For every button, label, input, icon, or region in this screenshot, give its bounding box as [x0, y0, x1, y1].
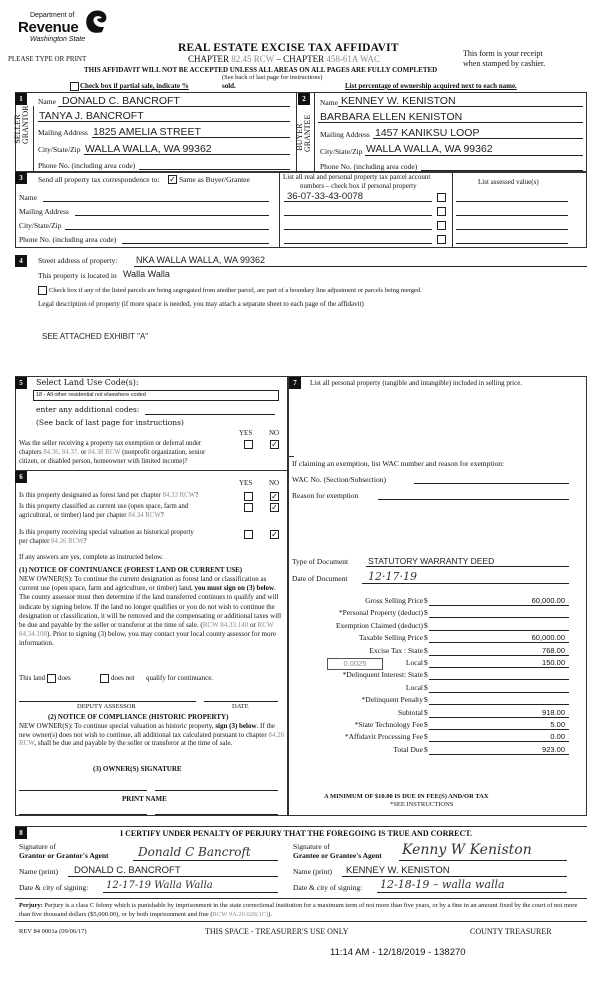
- currency-sign: $: [424, 670, 428, 680]
- parcels-header-1: List all real and personal property tax parcel account: [283, 173, 431, 181]
- continuance-text: [19, 575, 283, 649]
- rcw-link[interactable]: 84.26 RCW: [51, 538, 84, 545]
- historic-question-2: [19, 538, 87, 545]
- doc-date-field[interactable]: [362, 583, 569, 584]
- personal-property-label: List all personal property (tangible and intangible) included in selling price.: [310, 379, 523, 387]
- local-rate: 0.0025: [343, 659, 367, 668]
- continuance-title: (1) NOTICE OF CONTINUANCE (FOREST LAND OR CURRENT USE): [19, 566, 243, 574]
- currency-sign: $: [424, 620, 428, 630]
- perjury-note: [19, 902, 587, 919]
- divider: [279, 172, 280, 248]
- assessed-field[interactable]: [456, 229, 568, 230]
- segregated-label: Check box if any of the listed parcels are being segregated from another parcel, are part of a boundary line adjustment or parcels being merged.: [49, 287, 422, 294]
- text: ?: [160, 512, 164, 519]
- tax-row-label: *Delinquent Penalty: [361, 695, 423, 705]
- text: NEW OWNER(S): To continue special valuation as historic property,: [19, 722, 214, 730]
- buyer-mailing-value: 1457 KANIKSU LOOP: [375, 127, 480, 139]
- historic-no-checkbox[interactable]: ✓: [271, 530, 278, 539]
- does-not-label: does not: [111, 674, 135, 682]
- segregated-checkbox[interactable]: [38, 286, 47, 295]
- personal-property-checkbox[interactable]: [437, 235, 446, 244]
- tax-row-label: *State Technology Fee: [354, 720, 423, 729]
- tax-row-label: Total Due: [393, 744, 423, 754]
- partial-sale-sold: sold.: [222, 82, 236, 90]
- corr-city-label: City/State/Zip: [19, 221, 62, 230]
- tax-row-field[interactable]: [429, 658, 569, 668]
- buyer-phone-field[interactable]: [421, 170, 583, 171]
- doc-type-value: STATUTORY WARRANTY DEED: [368, 556, 495, 566]
- section-8-badge: 8: [15, 827, 27, 839]
- grantee-name-label: Name (print): [293, 867, 332, 876]
- partial-sale-checkbox[interactable]: [70, 82, 79, 91]
- seller-city-value: WALLA WALLA, WA 99362: [85, 143, 212, 155]
- tax-row-field[interactable]: [429, 670, 569, 680]
- tax-row-label: Local: [405, 658, 423, 667]
- logo-revenue: Revenue: [18, 19, 79, 36]
- rcw-link[interactable]: 84.34 RCW: [128, 512, 161, 519]
- historic-question-1: Is this property receiving special valuation as historical property: [19, 529, 194, 536]
- currency-sign: $: [424, 744, 428, 754]
- dor-logo: [16, 6, 116, 46]
- qualify-label: qualify for continuance.: [146, 674, 214, 682]
- reason-field[interactable]: [378, 499, 569, 500]
- warning-text: THIS AFFIDAVIT WILL NOT BE ACCEPTED UNLESS ALL AREAS ON ALL PAGES ARE FULLY COMPLETED: [84, 66, 438, 74]
- grantor-label: GRANTOR: [21, 105, 30, 144]
- rcw-link[interactable]: RCW 9A.20.020(1C): [212, 910, 269, 918]
- rcw-link[interactable]: 84.26 RCW: [19, 730, 285, 747]
- tax-row-field[interactable]: [429, 646, 569, 656]
- text: . If the new owner(s) does not wish to continue, all additional tax calculated pursuant to chapter: [19, 722, 276, 739]
- tax-row-label: Taxable Selling Price: [358, 633, 423, 643]
- print-name-label: PRINT NAME: [122, 795, 167, 803]
- logo-state: Washington State: [30, 36, 86, 43]
- tax-row-label: Subtotal: [397, 707, 423, 717]
- chapter-line: [188, 54, 380, 64]
- please-type: PLEASE TYPE OR PRINT: [8, 55, 87, 63]
- parcel-field[interactable]: [284, 243, 432, 244]
- dor-swirl-logo-icon: [82, 8, 110, 34]
- tax-row-label: Gross Selling Price: [365, 596, 423, 605]
- forest-land-question: [19, 492, 198, 499]
- compliance-title: (2) NOTICE OF COMPLIANCE (HISTORIC PROPERTY): [48, 713, 229, 721]
- text: or: [248, 621, 258, 630]
- corr-phone-field[interactable]: [122, 243, 269, 244]
- grantee-name-value: KENNEY W. KENISTON: [346, 865, 450, 876]
- print-name-field-1[interactable]: [19, 814, 147, 815]
- tax-row-label: *Personal Property (deduct): [338, 608, 423, 618]
- tax-row-field[interactable]: [429, 745, 569, 755]
- seller-label: SELLER: [13, 114, 22, 144]
- currency-sign: $: [424, 720, 428, 729]
- tax-row-field[interactable]: [429, 732, 569, 742]
- grantee-sig-label-1: Signature of: [293, 842, 330, 851]
- tax-row-field[interactable]: [429, 683, 569, 693]
- rcw-link[interactable]: RCW 84.33.140: [202, 621, 249, 630]
- forest-no-checkbox[interactable]: ✓: [271, 492, 278, 501]
- tax-row-value: 923.00: [542, 744, 565, 754]
- compliance-text: [19, 722, 285, 748]
- buyer-city-value: WALLA WALLA, WA 99362: [366, 143, 493, 155]
- assessed-field[interactable]: [456, 201, 568, 202]
- doc-type-field[interactable]: [366, 566, 569, 567]
- partial-sale-label: Check box if partial sale, indicate %: [80, 82, 189, 90]
- grantee-date-value: 12-18-19 – walla walla: [380, 878, 505, 891]
- divider: [288, 456, 294, 457]
- seller-city-label: City/State/Zip: [38, 145, 81, 154]
- tax-row-field[interactable]: [429, 621, 569, 631]
- rcw-link[interactable]: 84.38 RCW: [88, 449, 121, 456]
- does-not-checkbox[interactable]: [100, 674, 109, 683]
- currency-sign: $: [424, 707, 428, 717]
- additional-codes-label: enter any additional codes:: [36, 405, 140, 414]
- corr-mailing-field[interactable]: [75, 215, 269, 216]
- land-use-selected: 18 - All other residential not elsewhere coded: [36, 392, 146, 398]
- tax-row-field[interactable]: [429, 596, 569, 606]
- text: ?: [83, 538, 87, 545]
- grantee-date-label: Date & city of signing:: [293, 883, 363, 892]
- divider: [15, 826, 587, 827]
- grantee-signature-field[interactable]: [399, 860, 567, 861]
- grantor-name-value: DONALD C. BANCROFT: [74, 865, 181, 876]
- does-checkbox[interactable]: [47, 674, 56, 683]
- parcels-header-2: numbers – check box if personal property: [300, 182, 417, 190]
- located-label: This property is located in: [38, 271, 117, 280]
- legal-label: Legal description of property (if more space is needed, you may attach a separate sheet to each page of the affidavit): [38, 300, 364, 308]
- tax-row-label: *Delinquent Interest: State: [342, 670, 423, 680]
- rcw-link[interactable]: 84.33 RCW: [162, 492, 196, 499]
- exemption-no-checkbox[interactable]: ✓: [271, 440, 278, 449]
- currency-sign: $: [424, 658, 428, 667]
- currency-sign: $: [424, 608, 428, 618]
- buyer-phone-label: Phone No. (including area code): [320, 162, 418, 171]
- does-label: does: [58, 674, 71, 682]
- tax-row-value: 150.00: [542, 658, 565, 667]
- buyer-name-value: KENNEY W. KENISTON: [341, 95, 456, 107]
- text: Is this property designated as forest land per chapter: [19, 492, 163, 499]
- grantor-signature: Donald C Bancroft: [138, 845, 251, 859]
- exemption-q-line1: Was the seller receiving a property tax exemption or deferral under: [19, 440, 202, 447]
- tax-row-value: 5.00: [550, 720, 565, 729]
- owner-signature-field-1[interactable]: [19, 790, 147, 791]
- wac-link[interactable]: 458-61A WAC: [326, 54, 380, 64]
- grantor-date-value: 12-17-19 Walla Walla: [106, 880, 213, 891]
- text: (nonprofit organization, senior: [120, 449, 206, 456]
- this-land-label: This land: [19, 674, 46, 682]
- seller-phone-field[interactable]: [139, 169, 290, 170]
- currency-sign: $: [424, 732, 428, 742]
- tax-row-value: 918.00: [542, 707, 565, 717]
- tax-row-label: Excise Tax : State: [369, 645, 423, 655]
- currency-sign: $: [424, 682, 428, 692]
- minimum-note: A MINIMUM OF $10.00 IS DUE IN FEE(S) AND/OR TAX: [324, 793, 489, 800]
- see-instructions: *SEE INSTRUCTIONS: [390, 801, 454, 808]
- grantee-signature: Kenny W Keniston: [402, 842, 532, 858]
- buyer-label: BUYER: [295, 123, 304, 151]
- divider: [314, 93, 315, 172]
- text: NEW OWNER(S): To continue the current designation as forest land or classification as current use (open space, farm and agriculture, or timber) land,: [19, 575, 267, 593]
- corr-name-field[interactable]: [43, 201, 269, 202]
- receipt-note-1: This form is your receipt: [463, 49, 543, 58]
- grantee-name-field[interactable]: [342, 876, 567, 877]
- personal-property-checkbox[interactable]: [437, 221, 446, 230]
- tax-row-label: *Affidavit Processing Fee: [344, 732, 423, 742]
- seller-mailing-label: Mailing Address: [38, 128, 88, 137]
- personal-property-checkbox[interactable]: [437, 207, 446, 216]
- buyer-mailing-label: Mailing Address: [320, 130, 370, 139]
- assessed-header: List assessed value(s): [478, 178, 539, 186]
- text: Perjury is a class C felony which is punishable by imprisonment in the state correctional institution for a maximum term of not more than five years, or by a fine in an amount fixed by the court of not more than five thousand dollars ($5,000.00), or by both imprisonment and fine (: [19, 902, 578, 918]
- tax-row-field[interactable]: [429, 708, 569, 718]
- yes-header: YES: [239, 429, 253, 437]
- grantor-sig-label-2: Grantor or Grantor's Agent: [19, 851, 109, 860]
- receipt-note-2: when stamped by cashier.: [463, 59, 546, 68]
- rcw-link[interactable]: 84.36, 84.37,: [43, 449, 80, 456]
- buyer-city-label: City/State/Zip: [320, 147, 363, 156]
- tax-row-value: 0.00: [550, 732, 565, 742]
- tax-row-value: 768.00: [542, 645, 565, 655]
- grantor-signature-field[interactable]: [133, 860, 278, 861]
- deputy-assessor-label: DEPUTY ASSESSOR: [77, 703, 136, 710]
- seller-phone-label: Phone No. (including area code): [38, 161, 136, 170]
- grantor-date-field[interactable]: [103, 892, 278, 893]
- section-1-badge: 1: [15, 93, 27, 105]
- tax-row-value: 60,000.00: [531, 596, 565, 605]
- grantee-sig-label-2: Grantee or Grantee's Agent: [293, 851, 382, 860]
- section-4-badge: 4: [15, 255, 27, 267]
- divider: [15, 470, 288, 471]
- land-use-label: Select Land Use Code(s):: [36, 378, 139, 387]
- section-6-badge: 6: [15, 471, 27, 483]
- rcw-link[interactable]: RCW 84.34.108: [19, 621, 274, 639]
- exemption-q-line2: [19, 449, 205, 456]
- grantor-date-label: Date & city of signing:: [19, 883, 89, 892]
- currency-sign: $: [424, 695, 428, 705]
- text: or: [79, 449, 89, 456]
- seller-mailing-value: 1825 AMELIA STREET: [93, 126, 201, 138]
- text: ).: [268, 910, 273, 918]
- tax-row-field[interactable]: [429, 608, 569, 618]
- parcel-number: 36-07-33-43-0078: [287, 191, 364, 202]
- land-use-see-back: (See back of last page for instructions): [36, 418, 184, 427]
- see-back-note: (See back of last page for instructions): [222, 74, 323, 81]
- seller-side-label: [13, 105, 32, 144]
- perjury-label: Perjury:: [19, 902, 43, 909]
- recording-stamp: 11:14 AM - 12/18/2019 - 138270: [330, 947, 466, 958]
- section-3-badge: 3: [15, 172, 27, 184]
- deputy-assessor-field[interactable]: [19, 701, 196, 702]
- buyer-name2-value: BARBARA ELLEN KENISTON: [320, 111, 463, 123]
- no-header: NO: [269, 479, 280, 487]
- exemption-claim-label: If claiming an exemption, list WAC number and reason for exemption:: [292, 459, 505, 468]
- text: per chapter: [19, 538, 52, 545]
- currency-sign: $: [424, 633, 428, 643]
- seller-name2-value: TANYA J. BANCROFT: [39, 110, 144, 122]
- form-number: REV 84 0001a (09/06/17): [19, 928, 87, 935]
- same-as-buyer-checkbox[interactable]: ✓: [169, 175, 176, 184]
- current-use-no-checkbox[interactable]: ✓: [271, 503, 278, 512]
- section-2-badge: 2: [298, 93, 310, 105]
- doc-date-label: Date of Document: [292, 574, 348, 583]
- grantor-sig-label-1: Signature of: [19, 842, 56, 851]
- street-value: NKA WALLA WALLA, WA 99362: [136, 255, 266, 265]
- current-use-question-2: [19, 512, 164, 519]
- logo-dept: Department of: [30, 12, 75, 19]
- forest-yes-checkbox[interactable]: [244, 492, 253, 501]
- seller-name-value: DONALD C. BANCROFT: [62, 95, 180, 107]
- corr-city-field[interactable]: [65, 229, 269, 230]
- personal-property-checkbox[interactable]: [437, 193, 446, 202]
- assessor-date-field[interactable]: [204, 701, 278, 702]
- assessor-date-label: DATE: [232, 703, 249, 710]
- reason-label: Reason for exemption: [292, 491, 359, 500]
- text: ). Prior to signing (3) below, you may contact your local county assessor for more information.: [19, 630, 276, 648]
- historic-yes-checkbox[interactable]: [244, 530, 253, 539]
- bold-text: sign (3) below: [215, 722, 257, 730]
- currency-sign: $: [424, 596, 428, 605]
- tax-row-field[interactable]: [429, 695, 569, 705]
- chapter-mid: – CHAPTER: [274, 54, 327, 64]
- street-field[interactable]: [134, 266, 587, 267]
- no-header: NO: [269, 429, 280, 437]
- buyer-name-label: Name: [320, 98, 338, 107]
- buyer-side-label: [295, 114, 314, 152]
- treasurer-space: THIS SPACE - TREASURER'S USE ONLY: [205, 927, 349, 936]
- if-yes-note: If any answers are yes, complete as instructed below.: [19, 554, 164, 561]
- grantee-label: GRANTEE: [303, 114, 312, 152]
- doc-date-value: 12·17·19: [368, 570, 417, 583]
- county-treasurer: COUNTY TREASURER: [470, 927, 552, 936]
- seller-name-label: Name: [38, 97, 56, 106]
- legal-value: SEE ATTACHED EXHIBIT "A": [42, 332, 149, 341]
- section-7-badge: 7: [289, 377, 301, 389]
- correspondence-label: Send all property tax correspondence to:: [38, 175, 160, 184]
- parcel-field[interactable]: [284, 215, 432, 216]
- exemption-yes-checkbox[interactable]: [244, 440, 253, 449]
- form-title: REAL ESTATE EXCISE TAX AFFIDAVIT: [178, 42, 399, 54]
- divider: [33, 106, 34, 172]
- text: agricultural, or timber) land per chapter: [19, 512, 129, 519]
- local-rate-box[interactable]: [327, 658, 383, 670]
- grantee-date-field[interactable]: [377, 892, 567, 893]
- yes-header: YES: [239, 479, 253, 487]
- doc-type-label: Type of Document: [292, 557, 349, 566]
- assessed-field[interactable]: [456, 243, 568, 244]
- located-value: Walla Walla: [123, 269, 170, 279]
- corr-name-label: Name: [19, 193, 37, 202]
- ownership-note: List percentage of ownership acquired next to each name.: [345, 82, 517, 90]
- parcel-field[interactable]: [284, 229, 432, 230]
- corr-mailing-label: Mailing Address: [19, 207, 69, 216]
- same-as-buyer-label: Same as Buyer/Grantee: [179, 175, 250, 184]
- tax-row-label: Exemption Claimed (deduct): [335, 620, 423, 630]
- text: . The county assessor must then determine if the land transferred continues to qualify and will indicate by signing below. If the land no longer qualifies or you do not wish to continue the designation or classification, it will be removed and the compensating or additional taxes will be due and payable by the seller or transferor at the time of sale. (: [19, 584, 282, 630]
- tax-row-field[interactable]: [429, 720, 569, 730]
- tax-row-label: Local: [405, 682, 423, 692]
- current-use-question-1: Is this property classified as current use (open space, farm and: [19, 503, 189, 510]
- text: chapters: [19, 449, 44, 456]
- divider: [452, 172, 453, 248]
- currency-sign: $: [424, 645, 428, 655]
- assessed-field[interactable]: [456, 215, 568, 216]
- certify-statement: I CERTIFY UNDER PENALTY OF PERJURY THAT THE FOREGOING IS TRUE AND CORRECT.: [120, 829, 473, 838]
- bold-text: you must sign on (3) below: [194, 584, 275, 593]
- section-5-badge: 5: [15, 377, 27, 389]
- divider: [15, 898, 587, 899]
- additional-codes-field[interactable]: [145, 414, 275, 415]
- exemption-q-line3: citizen, or disabled person, homeowner with limited income)?: [19, 458, 188, 465]
- wac-label: WAC No. (Section/Subsection): [292, 475, 386, 484]
- rcw-link[interactable]: 82.45 RCW: [231, 54, 275, 64]
- divider: [15, 921, 587, 922]
- text: ?: [195, 492, 199, 499]
- text: , shall be due and payable by the seller or transferor at the time of sale.: [34, 739, 233, 747]
- print-name-field-2[interactable]: [155, 814, 278, 815]
- owner-signature-label: (3) OWNER(S) SIGNATURE: [93, 765, 182, 773]
- buyer-city-field[interactable]: [365, 155, 583, 156]
- current-use-yes-checkbox[interactable]: [244, 503, 253, 512]
- owner-signature-field-2[interactable]: [155, 790, 278, 791]
- corr-phone-label: Phone No. (including area code): [19, 235, 117, 244]
- tax-row-field[interactable]: [429, 633, 569, 643]
- land-use-select[interactable]: [33, 390, 279, 401]
- street-label: Street address of property:: [38, 256, 118, 265]
- wac-field[interactable]: [414, 483, 569, 484]
- grantor-name-field[interactable]: [68, 876, 278, 877]
- tax-row-value: 60,000.00: [531, 633, 565, 643]
- grantor-name-label: Name (print): [19, 867, 58, 876]
- chapter-prefix: CHAPTER: [188, 54, 232, 64]
